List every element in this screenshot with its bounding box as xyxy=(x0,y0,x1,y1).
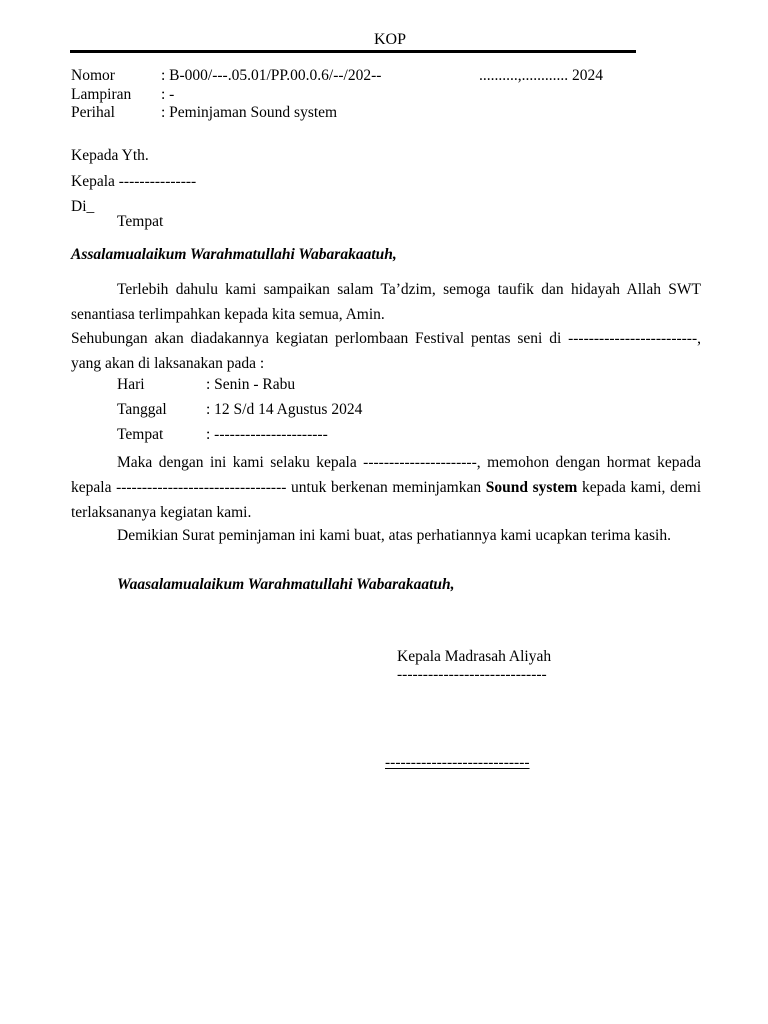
signature-title: Kepala Madrasah Aliyah xyxy=(397,648,552,665)
body-paragraph-3 xyxy=(71,450,701,525)
perihal-label: Perihal xyxy=(71,104,115,121)
schedule-place-label: Tempat xyxy=(117,426,164,443)
body-paragraph-4: Demikian Surat peminjaman ini kami buat, atas perhatiannya kami ucapkan terima kasih. xyxy=(117,527,671,544)
lampiran-label: Lampiran xyxy=(71,86,132,103)
recipient-line-3: Di_ xyxy=(71,198,95,215)
recipient-line-4: Tempat xyxy=(117,213,164,230)
nomor-label: Nomor xyxy=(71,67,115,84)
letter-date: ..........,............ 2024 xyxy=(479,67,603,84)
schedule-day-value: : Senin - Rabu xyxy=(206,376,296,393)
schedule-date-value: : 12 S/d 14 Agustus 2024 xyxy=(206,401,363,418)
body-paragraph-1: Terlebih dahulu kami sampaikan salam Ta’dzim, semoga taufik dan hidayah Allah SWT senantiasa terlimpahkan kepada kita semua, Amin. xyxy=(71,281,701,323)
body-paragraph-3-text-a: Maka dengan ini kami selaku kepala ----------------------, memohon dengan hormat kepada kepala --------------------------------- untuk berkenan meminjamkan xyxy=(71,454,701,496)
recipient-line-2: Kepala --------------- xyxy=(71,173,197,190)
recipient-line-1: Kepada Yth. xyxy=(71,147,149,164)
letterhead-title: KOP xyxy=(374,31,407,48)
greeting: Assalamualaikum Warahmatullahi Wabarakaatuh, xyxy=(71,246,397,263)
nomor-value: : B-000/---.05.01/PP.00.0.6/--/202-- xyxy=(161,67,382,84)
body-paragraph-3-text-b: kepada kami, demi terlaksananya kegiatan kami. xyxy=(71,479,702,521)
lampiran-value: : - xyxy=(161,86,175,103)
signature-name-line: ---------------------------- xyxy=(385,754,530,771)
schedule-date-label: Tanggal xyxy=(117,401,167,418)
schedule-place-value: : ---------------------- xyxy=(206,426,328,443)
closing-greeting: Waasalamualaikum Warahmatullahi Wabarakaatuh, xyxy=(117,576,455,593)
signature-title-line: ----------------------------- xyxy=(397,666,547,683)
schedule-day-label: Hari xyxy=(117,376,145,393)
body-paragraph-2: Sehubungan akan diadakannya kegiatan perlombaan Festival pentas seni di -------------------------, yang akan di laksanakan pada : xyxy=(71,330,701,372)
sound-system-emphasis: Sound system xyxy=(485,479,578,496)
perihal-value: : Peminjaman Sound system xyxy=(161,104,338,121)
letterhead-rule xyxy=(70,50,636,53)
